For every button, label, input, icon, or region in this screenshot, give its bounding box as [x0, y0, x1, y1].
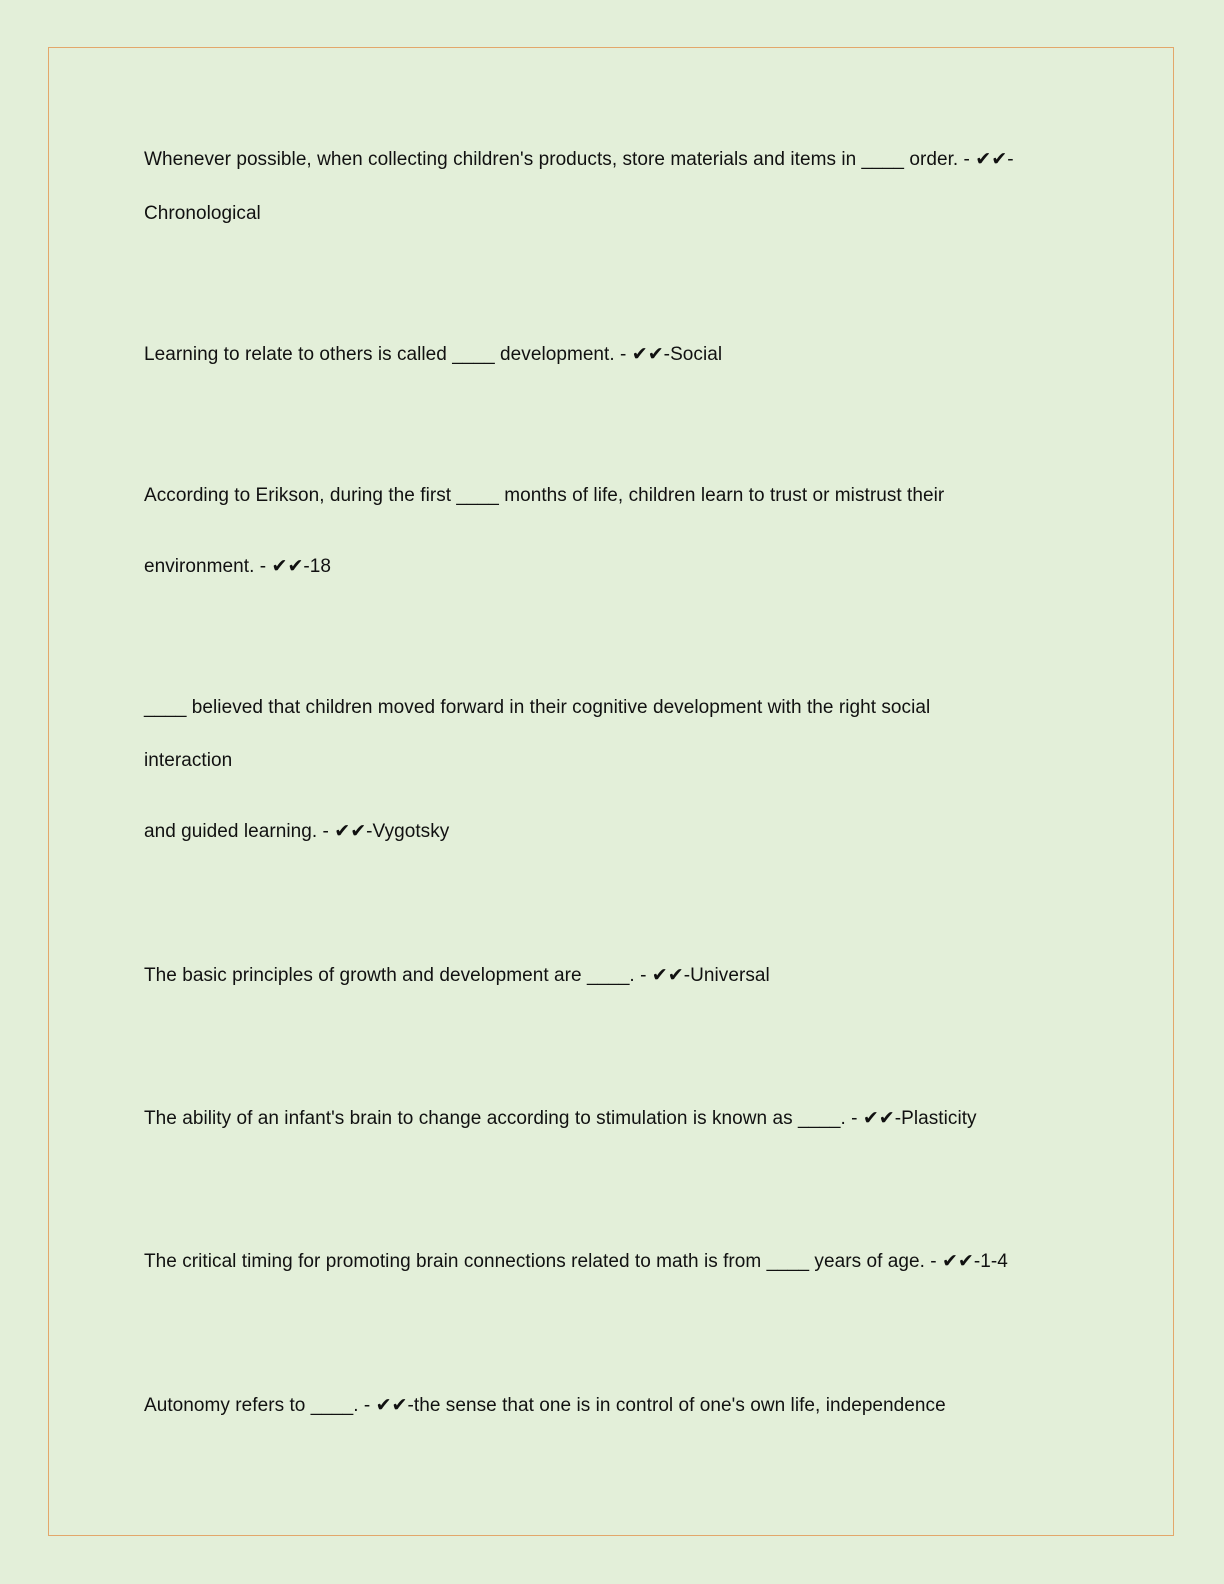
question-7: The critical timing for promoting brain connections related to math is from ____ years of age. - ✔✔-1-4: [144, 1251, 1008, 1272]
question-8: Autonomy refers to ____. - ✔✔-the sense that one is in control of one's own life, independence: [144, 1395, 946, 1416]
question-2: Learning to relate to others is called ____ development. - ✔✔-Social: [144, 344, 723, 365]
question-4-line-3: and guided learning. - ✔✔-Vygotsky: [144, 821, 450, 842]
question-4-line-2: interaction: [144, 750, 233, 771]
question-1-line-1: Whenever possible, when collecting children's products, store materials and items in ____ order. - ✔✔-: [144, 149, 1014, 170]
question-3-line-2: environment. - ✔✔-18: [144, 556, 332, 577]
question-6: The ability of an infant's brain to change according to stimulation is known as ____. - ✔✔-Plasticity: [144, 1108, 977, 1129]
question-4-line-1: ____ believed that children moved forward in their cognitive development with the right social: [144, 697, 931, 718]
question-3-line-1: According to Erikson, during the first ____ months of life, children learn to trust or mistrust their: [144, 485, 945, 506]
question-5: The basic principles of growth and development are ____. - ✔✔-Universal: [144, 965, 770, 986]
question-1-answer: Chronological: [144, 203, 261, 224]
page-border: [48, 47, 1174, 1536]
